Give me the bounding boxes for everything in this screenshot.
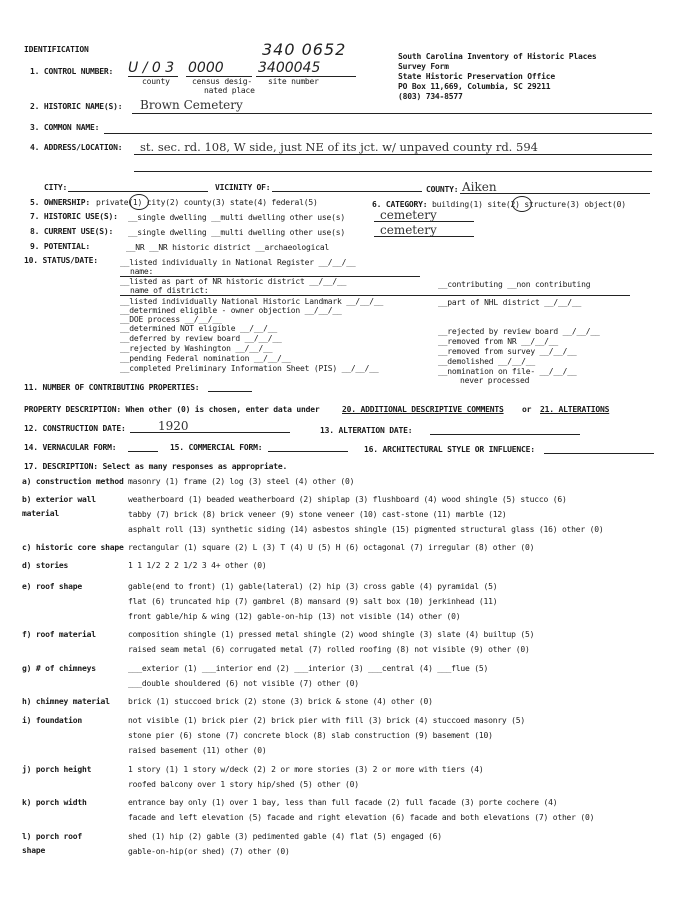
prop-desc-or: or xyxy=(522,405,532,414)
description-item-options: rectangular (1) square (2) L (3) T (4) U (5) H (6) octagonal (7) irregular (8) other (0) xyxy=(128,543,535,552)
description-item-options: raised basement (11) other (0) xyxy=(128,746,267,755)
description-item-options: ___double shouldered (6) not visible (7) other (0) xyxy=(128,679,359,688)
status-nr-district: __listed as part of NR historic district __/__/__ xyxy=(120,277,347,286)
commercial-line xyxy=(268,451,348,452)
status-nr-listed: __listed individually in National Register __/__/__ xyxy=(120,258,356,267)
status-rejected-review: __rejected by review board __/__/__ xyxy=(438,327,600,336)
status-contributing: __contributing __non contributing xyxy=(438,280,591,289)
address-line xyxy=(134,154,652,155)
description-item-options: asphalt roll (13) synthetic siding (14) asbestos shingle (15) pigmented structural glass (16) other (0) xyxy=(128,525,604,534)
status-demolished: __demolished __/__/__ xyxy=(438,357,535,366)
description-item-options: masonry (1) frame (2) log (3) steel (4) other (0) xyxy=(128,477,355,486)
construction-date-label: 12. CONSTRUCTION DATE: xyxy=(24,424,126,433)
census-caption: census desig- xyxy=(192,77,253,86)
status-district-line xyxy=(120,295,630,296)
arch-style-line xyxy=(544,453,654,454)
description-item-options: front gable/hip & wing (12) gable-on-hip (13) not visible (14) other (0) xyxy=(128,612,461,621)
description-item-label: k) porch width xyxy=(22,798,87,807)
description-item-label: a) construction method xyxy=(22,477,124,486)
census-caption-2: nated place xyxy=(204,86,255,95)
status-district-name: name of district: xyxy=(130,286,209,295)
description-item-options: not visible (1) brick pier (2) brick pier with fill (3) brick (4) stuccoed masonry (5) xyxy=(128,716,526,725)
status-pending: __pending Federal nomination __/__/__ xyxy=(120,354,291,363)
address-label: 4. ADDRESS/LOCATION: xyxy=(30,143,123,152)
current-use-line xyxy=(374,236,474,237)
description-item-options: roofed balcony over 1 story hip/shed (5) other (0) xyxy=(128,780,359,789)
status-rejected-washington: __rejected by Washington __/__/__ xyxy=(120,344,273,353)
county-code: U / 0 3 xyxy=(128,60,175,76)
description-item-options: 1 story (1) 1 story w/deck (2) 2 or more stories (3) 2 or more with tiers (4) xyxy=(128,765,484,774)
historic-use-options: __single dwelling __multi dwelling other use(s) xyxy=(128,213,345,222)
status-deferred: __deferred by review board __/__/__ xyxy=(120,334,282,343)
description-item-options: raised seam metal (6) corrugated metal (7) rolled roofing (8) not visible (9) other (0) xyxy=(128,645,530,654)
agency-line-5: (803) 734-8577 xyxy=(398,92,463,101)
construction-date-value: 1920 xyxy=(158,419,189,433)
ownership-label: 5. OWNERSHIP: xyxy=(30,198,91,207)
site-code: 3400045 xyxy=(258,60,321,76)
description-item-options: entrance bay only (1) over 1 bay, less than full facade (2) full facade (3) porte cochere (4) xyxy=(128,798,558,807)
description-item-options: weatherboard (1) beaded weatherboard (2) shiplap (3) flushboard (4) wood shingle (5) stucco (6) xyxy=(128,495,567,504)
description-item-options: flat (6) truncated hip (7) gambrel (8) mansard (9) salt box (10) jerkinhead (11) xyxy=(128,597,498,606)
description-item-options: gable-on-hip(or shed) (7) other (0) xyxy=(128,847,290,856)
county-label: COUNTY: xyxy=(426,185,459,194)
status-removed-nr: __removed from NR __/__/__ xyxy=(438,337,559,346)
status-not-eligible: __determined NOT eligible __/__/__ xyxy=(120,324,277,333)
historic-name-label: 2. HISTORIC NAME(S): xyxy=(30,102,123,111)
vernacular-line xyxy=(128,451,158,452)
description-item-options: stone pier (6) stone (7) concrete block (8) slab construction (9) basement (10) xyxy=(128,731,493,740)
address-value: st. sec. rd. 108, W side, just NE of its jct. w/ unpaved county rd. 594 xyxy=(140,140,538,154)
description-item-label: f) roof material xyxy=(22,630,96,639)
description-item-label: l) porch roof xyxy=(22,832,83,841)
category-options: building(1) site(2) structure(3) object(0) xyxy=(432,200,626,209)
description-item-label: h) chimney material xyxy=(22,697,110,706)
historic-use-label: 7. HISTORIC USE(S): xyxy=(30,212,118,221)
common-name-line xyxy=(104,133,652,134)
historic-name-value: Brown Cemetery xyxy=(140,98,243,112)
status-never-processed: never processed xyxy=(460,376,530,385)
description-item-options: tabby (7) brick (8) brick veneer (9) stone veneer (10) cast-stone (11) marble (12) xyxy=(128,510,507,519)
category-site-circle xyxy=(512,196,532,212)
category-label: 6. CATEGORY: xyxy=(372,200,428,209)
agency-line-4: PO Box 11,669, Columbia, SC 29211 xyxy=(398,82,551,91)
current-use-value: cemetery xyxy=(380,223,437,237)
description-item-label: e) roof shape xyxy=(22,582,83,591)
description-item-label: c) historic core shape xyxy=(22,543,124,552)
arch-style-label: 16. ARCHITECTURAL STYLE OR INFLUENCE: xyxy=(364,445,535,454)
description-item-options: brick (1) stuccoed brick (2) stone (3) brick & stone (4) other (0) xyxy=(128,697,433,706)
description-item-label: b) exterior wall xyxy=(22,495,96,504)
description-item-label-2: shape xyxy=(22,846,46,855)
address-line-2 xyxy=(134,171,652,172)
historic-name-line xyxy=(132,113,652,114)
status-owner-objection: __determined eligible - owner objection __/__/__ xyxy=(120,306,342,315)
current-use-label: 8. CURRENT USE(S): xyxy=(30,227,114,236)
current-use-options: __single dwelling __multi dwelling other use(s) xyxy=(128,228,345,237)
county-value: Aiken xyxy=(462,180,497,194)
construction-date-line xyxy=(130,432,290,433)
ownership-options: private(1) city(2) county(3) state(4) federal(5) xyxy=(96,198,318,207)
description-item-options: ___exterior (1) ___interior end (2) ___interior (3) ___central (4) ___flue (5) xyxy=(128,664,489,673)
description-item-options: gable(end to front) (1) gable(lateral) (2) hip (3) cross gable (4) pyramidal (5) xyxy=(128,582,498,591)
status-label: 10. STATUS/DATE: xyxy=(24,256,98,265)
potential-options: __NR __NR historic district __archaeological xyxy=(126,243,330,252)
potential-label: 9. POTENTIAL: xyxy=(30,242,91,251)
status-pis: __completed Preliminary Information Sheet (PIS) __/__/__ xyxy=(120,364,379,373)
agency-line-2: Survey Form xyxy=(398,62,449,71)
agency-line-3: State Historic Preservation Office xyxy=(398,72,555,81)
alteration-date-label: 13. ALTERATION DATE: xyxy=(320,426,413,435)
status-nhl: __listed individually National Historic Landmark __/__/__ xyxy=(120,297,384,306)
identification-heading: IDENTIFICATION xyxy=(24,45,89,54)
city-line xyxy=(68,191,208,192)
description-item-label: j) porch height xyxy=(22,765,92,774)
county-caption: county xyxy=(142,77,170,86)
status-nomination-file: __nomination on file- __/__/__ xyxy=(438,367,577,376)
site-caption: site number xyxy=(268,77,319,86)
contributing-line xyxy=(208,391,252,392)
historic-use-value: cemetery xyxy=(380,208,437,222)
description-item-label-2: material xyxy=(22,509,59,518)
common-name-label: 3. COMMON NAME: xyxy=(30,123,100,132)
description-item-options: shed (1) hip (2) gable (3) pedimented gable (4) flat (5) engaged (6) xyxy=(128,832,442,841)
description-item-options: facade and left elevation (5) facade and right elevation (6) facade and both elevations (7) other (0) xyxy=(128,813,595,822)
handwritten-site-number: 340 0652 xyxy=(262,40,347,59)
alteration-date-line xyxy=(430,434,580,435)
contributing-label: 11. NUMBER OF CONTRIBUTING PROPERTIES: xyxy=(24,383,200,392)
prop-desc-text: PROPERTY DESCRIPTION: When other (0) is chosen, enter data under xyxy=(24,405,320,414)
status-nhl-district: __part of NHL district __/__/__ xyxy=(438,298,582,307)
prop-desc-alterations: 21. ALTERATIONS xyxy=(540,405,610,414)
description-item-label: i) foundation xyxy=(22,716,83,725)
commercial-label: 15. COMMERCIAL FORM: xyxy=(170,443,263,452)
description-item-options: 1 1 1/2 2 2 1/2 3 4+ other (0) xyxy=(128,561,267,570)
census-code: 0000 xyxy=(188,60,224,76)
description-item-options: composition shingle (1) pressed metal shingle (2) wood shingle (3) slate (4) builtup (5) xyxy=(128,630,535,639)
ownership-private-circle xyxy=(129,194,149,210)
status-removed-survey: __removed from survey __/__/__ xyxy=(438,347,577,356)
status-doe: __DOE process __/__/__ xyxy=(120,315,222,324)
description-label: 17. DESCRIPTION: Select as many responses as appropriate. xyxy=(24,462,288,471)
prop-desc-comments: 20. ADDITIONAL DESCRIPTIVE COMMENTS xyxy=(342,405,504,414)
vernacular-label: 14. VERNACULAR FORM: xyxy=(24,443,117,452)
agency-line-1: South Carolina Inventory of Historic Places xyxy=(398,52,597,61)
vicinity-label: VICINITY OF: xyxy=(215,183,271,192)
status-nr-name: name: xyxy=(130,267,154,276)
control-number-label: 1. CONTROL NUMBER: xyxy=(30,67,114,76)
description-item-label: d) stories xyxy=(22,561,69,570)
historic-use-line xyxy=(374,221,474,222)
vicinity-line xyxy=(272,191,422,192)
city-label: CITY: xyxy=(44,183,68,192)
description-item-label: g) # of chimneys xyxy=(22,664,96,673)
county-line xyxy=(460,193,650,194)
